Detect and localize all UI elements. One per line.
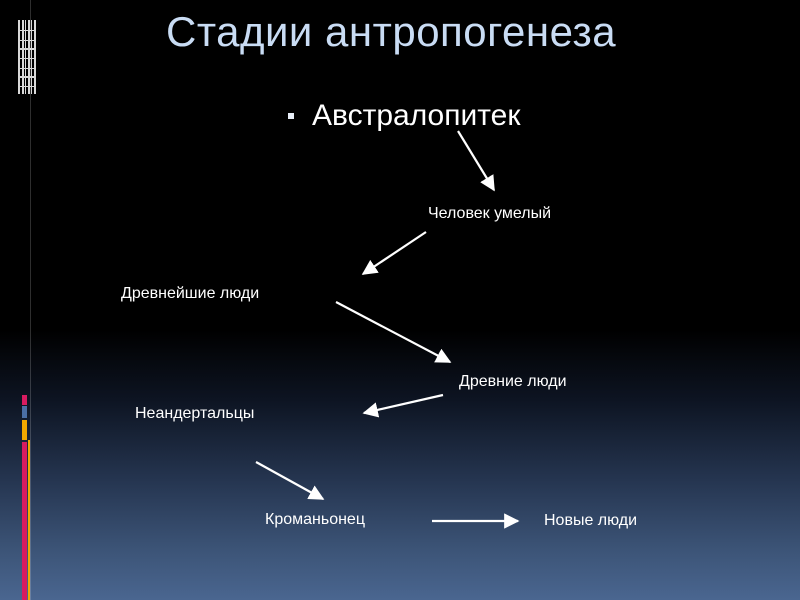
node-neanderthals: Неандертальцы xyxy=(135,405,255,422)
arrow-ancient-most-to-ancient xyxy=(336,302,450,362)
node-ancient-most-people: Древнейшие люди xyxy=(121,285,260,302)
node-cromagnon: Кроманьонец xyxy=(265,511,365,528)
arrow-habilis-to-ancient-most xyxy=(363,232,426,274)
node-modern-people: Новые люди xyxy=(544,512,638,529)
node-ancient-people: Древние люди xyxy=(459,373,567,390)
arrow-neanderthals-to-cromagnon xyxy=(256,462,323,499)
arrow-ancient-to-neanderthals xyxy=(364,395,443,413)
bullet-australopithecus: Австралопитек xyxy=(312,99,521,132)
arrow-australopithecus-to-habilis xyxy=(458,131,494,190)
slide-title: Стадии антропогенеза xyxy=(166,8,617,55)
node-homo-habilis: Человек умелый xyxy=(428,205,552,222)
